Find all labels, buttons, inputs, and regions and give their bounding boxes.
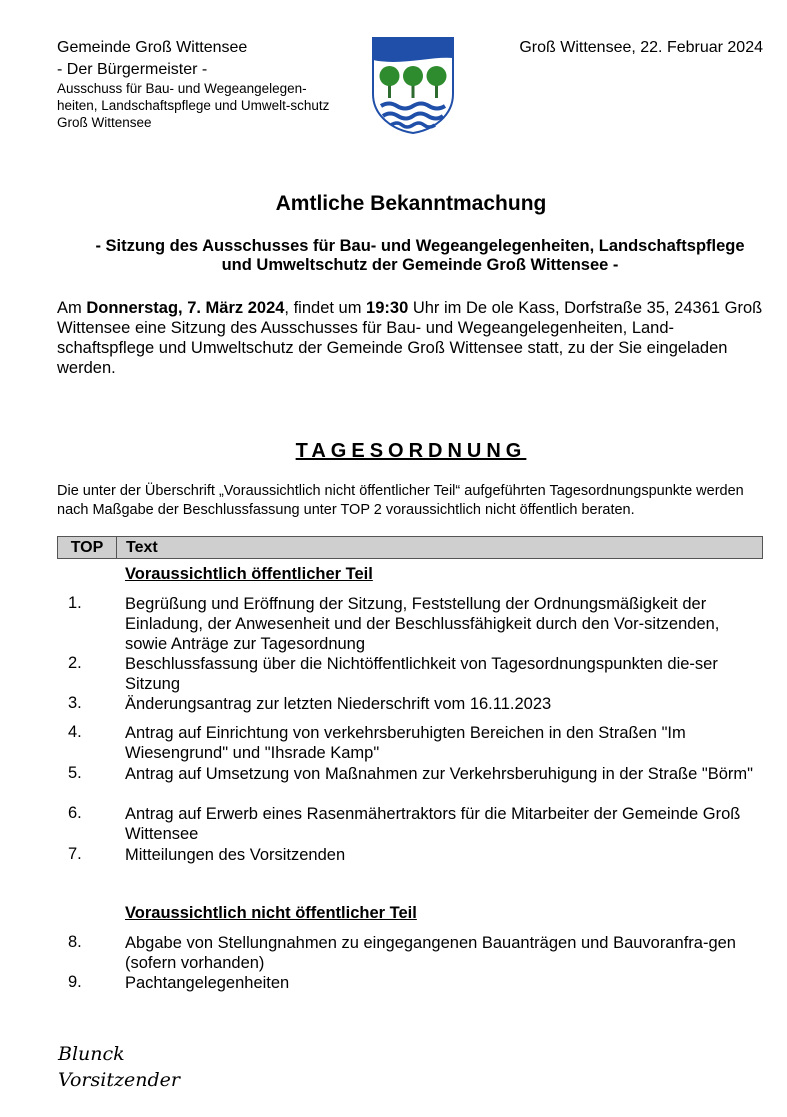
agenda-item-number: 9. [68,973,82,991]
agenda-item-number: 8. [68,933,82,951]
agenda-item-text: Änderungsantrag zur letzten Niederschrift vom 16.11.2023 [125,695,552,713]
meeting-time: 19:30 [366,299,409,317]
issuer-mayor: - Der Bürgermeister - [57,61,208,78]
agenda-item-text: Begrüßung und Eröffnung der Sitzung, Feststellung der Ordnungsmäßigkeit der Einladung, der Anwesenheit und der Beschlussfähigkeit durch den Vor-sitzenden, sowie Anträge zur Tagesordnung [125,595,720,653]
agenda-item-number: 2. [68,654,82,672]
agenda-item-text: Beschlussfassung über die Nichtöffentlichkeit von Tagesordnungspunkten die-ser Sitzung [125,655,718,693]
coat-of-arms-icon [371,36,455,134]
issuer-committee: Ausschuss für Bau- und Wegeangelegen-heiten, Landschaftspflege und Umwelt-schutz Groß Wittensee [57,81,330,130]
column-top: TOP [58,537,117,558]
subtitle-line-2: und Umweltschutz der Gemeinde Groß Wittensee - [221,256,619,274]
agenda-item-number: 3. [68,694,82,712]
notice-subtitle [40,237,787,275]
notice-title: Amtliche Bekanntmachung [275,192,547,215]
agenda-item-text: Abgabe von Stellungnahmen zu eingegangenen Bauanträgen und Bauvoranfra-gen (sofern vorhanden) [125,934,736,972]
agenda-item-text: Antrag auf Umsetzung von Maßnahmen zur Verkehrsberuhigung in der Straße "Börm" [125,765,754,783]
intro-text-2: , findet um [284,299,367,317]
intro-paragraph [57,298,769,378]
section-private-heading: Voraussichtlich nicht öffentlicher Teil [125,904,417,922]
agenda-note: Die unter der Überschrift „Voraussichtlich nicht öffentlicher Teil“ aufgeführten Tagesordnungspunkte werden nach Maßgabe der Beschlussfassung unter TOP 2 voraussichtlich nicht öffentlich beraten. [57,483,744,518]
agenda-item-number: 5. [68,764,82,782]
agenda-item-text: Antrag auf Einrichtung von verkehrsberuhigten Bereichen in den Straßen "Im Wiesengrund" und "Ihsrade Kamp" [125,724,686,762]
agenda-item-number: 7. [68,845,82,863]
signature-role: Vorsitzender [58,1069,180,1091]
agenda-item-text: Mitteilungen des Vorsitzenden [125,846,346,864]
agenda-table-header [57,536,763,559]
agenda-heading: TAGESORDNUNG [295,440,527,462]
meeting-date: Donnerstag, 7. März 2024 [86,299,285,317]
agenda-item-number: 4. [68,723,82,741]
intro-text-3: Uhr im De ole Kass, Dorfstraße 35, 24361 Groß Wittensee eine Sitzung des Ausschusses für Bau- und Wegeangelegenheiten, Land-schaftspflege und Umweltschutz der Gemeinde Groß Wittensee statt, zu der Sie eingeladen werden. [57,299,763,377]
issuer-municipality: Gemeinde Groß Wittensee [57,39,248,56]
document-date: Groß Wittensee, 22. Februar 2024 [519,39,763,56]
agenda-item-text: Pachtangelegenheiten [125,974,290,992]
subtitle-line-1: - Sitzung des Ausschusses für Bau- und Wegeangelegenheiten, Landschaftspflege [95,237,745,255]
column-text: Text [126,539,158,556]
section-public-heading: Voraussichtlich öffentlicher Teil [125,565,373,583]
agenda-item-number: 6. [68,804,82,822]
intro-text-1: Am [57,299,87,317]
agenda-item-number: 1. [68,594,82,612]
signature-name: Blunck [58,1043,125,1065]
agenda-item-text: Antrag auf Erwerb eines Rasenmähertraktors für die Mitarbeiter der Gemeinde Groß Wittensee [125,805,741,843]
